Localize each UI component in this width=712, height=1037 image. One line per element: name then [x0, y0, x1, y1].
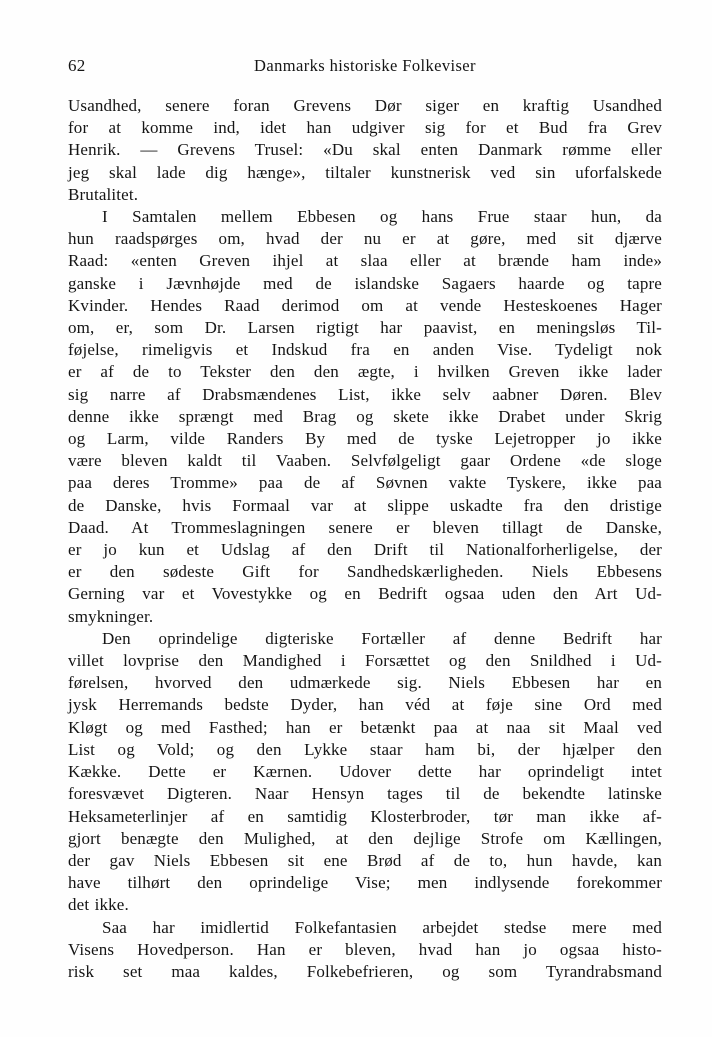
text-line: Usandhed, senere foran Grevens Dør siger en kraftig Usandhed	[68, 96, 662, 115]
text-line: jeg skal lade dig hænge», tiltaler kunstnerisk ved sin uforfalskede	[68, 162, 662, 182]
text-line: er jo kun et Udslag af den Drift til Nationalforherligelse, der	[68, 540, 662, 560]
text-line: Kække. Dette er Kærnen. Udover dette har oprindeligt intet	[68, 762, 662, 782]
text-line: I Samtalen mellem Ebbesen og hans Frue staar hun, da	[102, 207, 662, 227]
text-line: og Larm, vilde Randers By med de tyske Lejetropper jo ikke	[68, 429, 662, 449]
text-line: gjort benægte den Mulighed, at den dejlige Strofe om Kællingen,	[68, 828, 662, 848]
text-line: sig narre af Drabsmændenes List, ikke selv aabner Døren. Blev	[68, 384, 662, 404]
text-line: for at komme ind, idet han udgiver sig for et Bud fra Grev	[68, 118, 662, 138]
text-line: førelsen, hvorved den udmærkede sig. Niels Ebbesen har en	[68, 673, 662, 693]
text-line: Kløgt og med Fasthed; han er betænkt paa at naa sit Maal ved	[68, 717, 662, 737]
text-line: have tilhørt den oprindelige Vise; men indlysende forekommer	[68, 873, 662, 893]
text-line: jysk Herremands bedste Dyder, han véd at føje sine Ord med	[68, 695, 662, 715]
text-line: Kvinder. Hendes Raad derimod om at vende Hesteskoenes Hager	[68, 295, 662, 315]
text-line: Henrik. — Grevens Trusel: «Du skal enten Danmark rømme eller	[68, 140, 662, 160]
text-line: der gav Niels Ebbesen sit ene Brød af de to, hun havde, kan	[68, 850, 662, 870]
text-line: Saa har imidlertid Folkefantasien arbejdet stedse mere med	[102, 917, 662, 937]
text-line: Heksameterlinjer af en samtidig Klosterbroder, tør man ikke af-	[68, 806, 662, 826]
text-line: paa deres Tromme» paa de af Søvnen vakte Tyskere, ikke paa	[68, 473, 662, 493]
text-line: denne ikke sprængt med Brag og skete ikke Drabet under Skrig	[68, 406, 662, 426]
text-line: Raad: «enten Greven ihjel at slaa eller at brænde ham inde»	[68, 251, 662, 271]
text-line: Den oprindelige digteriske Fortæller af denne Bedrift har	[102, 628, 662, 648]
text-line: Brutalitet.	[68, 184, 139, 204]
text-line: Daad. At Trommeslagningen senere er bleven tillagt de Danske,	[68, 517, 662, 537]
text-line: risk set maa kaldes, Folkebefrieren, og som Tyrandrabsmand	[68, 961, 662, 981]
text-line: ganske i Jævnhøjde med de islandske Sagaers haarde og tapre	[68, 273, 662, 293]
text-line: List og Vold; og den Lykke staar ham bi, der hjælper den	[68, 739, 662, 759]
text-line: føjelse, rimeligvis et Indskud fra en anden Vise. Tydeligt nok	[68, 340, 662, 360]
text-line: være bleven kaldt til Vaaben. Selvfølgeligt gaar Ordene «de sloge	[68, 451, 662, 471]
text-line: Visens Hovedperson. Han er bleven, hvad han jo ogsaa histo-	[68, 939, 662, 959]
text-line: smykninger.	[68, 606, 154, 626]
text-line: hun raadspørges om, hvad der nu er at gøre, med sit djærve	[68, 229, 662, 249]
text-line: de Danske, hvis Formaal var at slippe uskadte fra den dristige	[68, 495, 662, 515]
running-title: Danmarks historiske Folkeviser	[254, 56, 476, 75]
text-line: foresvævet Digteren. Naar Hensyn tages til de bekendte latinske	[68, 784, 662, 804]
text-line: er af de to Tekster den den ægte, i hvilken Greven ikke lader	[68, 362, 662, 382]
text-line: det ikke.	[68, 895, 129, 915]
page-body	[68, 95, 662, 983]
text-line: villet lovprise den Mandighed i Forsættet og den Snildhed i Ud-	[68, 651, 662, 671]
text-line: er den sødeste Gift for Sandhedskærligheden. Niels Ebbesens	[68, 562, 662, 582]
page-number: 62	[68, 56, 86, 75]
text-line: om, er, som Dr. Larsen rigtigt har paavist, en meningsløs Til-	[68, 318, 662, 338]
page-header	[68, 56, 662, 78]
text-line: Gerning var et Vovestykke og en Bedrift ogsaa uden den Art Ud-	[68, 584, 662, 604]
